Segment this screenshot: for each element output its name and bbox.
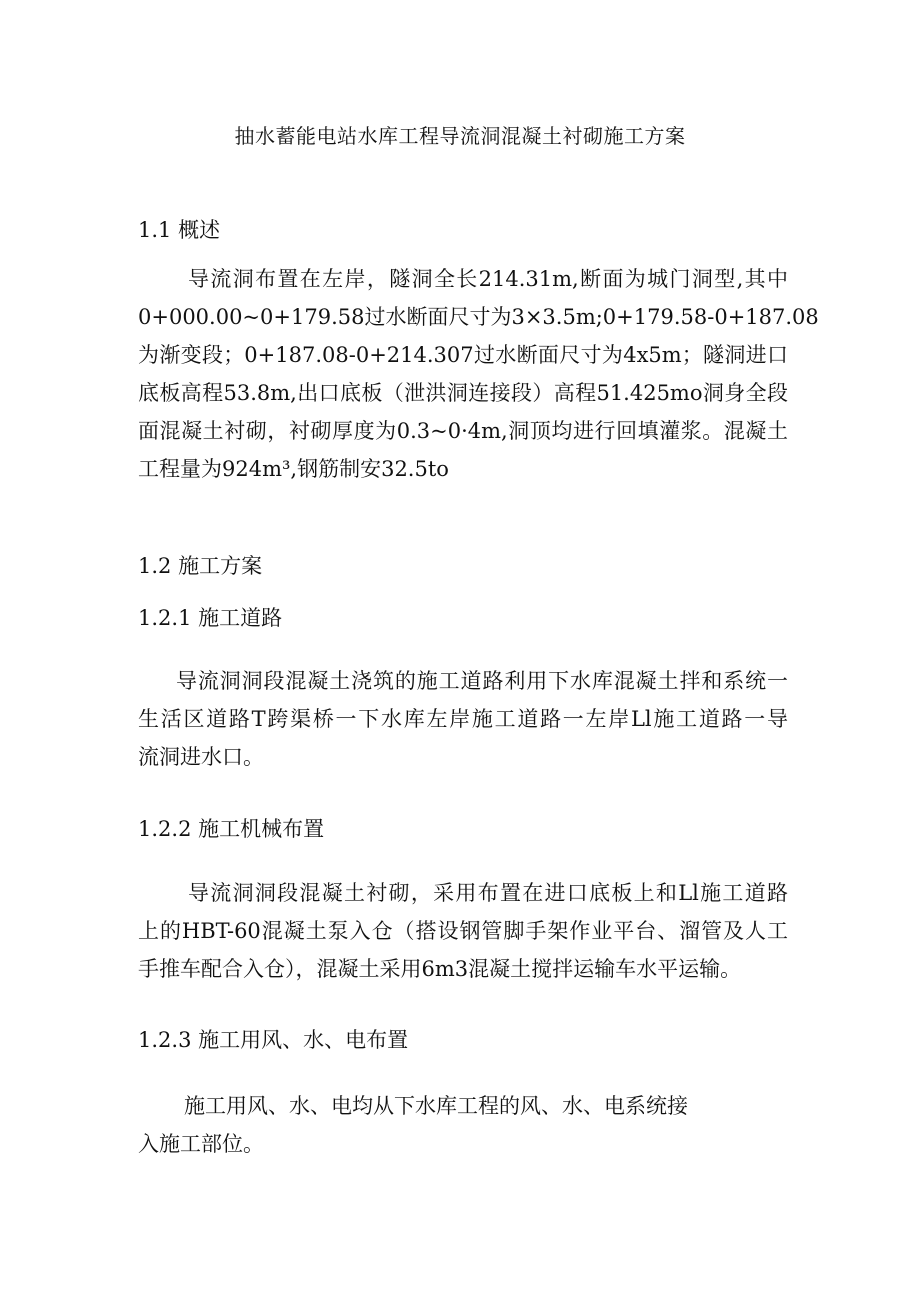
section-1-1-paragraph [138,260,819,488]
paragraph-line: 手推车配合入仓），混凝土采用6m3混凝土搅拌运输车水平运输。 [138,957,742,981]
paragraph-line: 为渐变段；0+187.08-0+214.307过水断面尺寸为4x5m；隧洞进口 [138,343,788,367]
paragraph-line: 底板高程53.8m,出口底板（泄洪洞连接段）高程51.425mo洞身全段 [138,381,788,405]
section-heading-1-2-3: 1.2.3 施工用风、水、电布置 [138,1028,409,1052]
paragraph-line: 0+000.00~0+179.58过水断面尺寸为3×3.5m;0+179.58-0+187.08 [138,305,819,329]
paragraph-line: 工程量为924m³,钢筋制安32.5to [138,457,449,481]
section-1-2-2-paragraph [138,874,788,988]
section-heading-1-1: 1.1 概述 [138,218,221,242]
section-heading-1-2-1: 1.2.1 施工道路 [138,606,283,630]
paragraph-line: 施工用风、水、电均从下水库工程的风、水、电系统接 [184,1094,688,1118]
paragraph-line: 生活区道路T跨渠桥一下水库左岸施工道路一左岸Ll施工道路一导 [138,707,788,731]
paragraph-line: 导流洞布置在左岸，隧洞全长214.31m,断面为城门洞型,其中 [188,267,788,291]
document-title: 抽水蓄能电站水库工程导流洞混凝土衬砌施工方案 [234,124,686,148]
paragraph-line: 导流洞洞段混凝土衬砌，采用布置在进口底板上和Ll施工道路 [188,881,788,905]
paragraph-line: 入施工部位。 [138,1132,264,1156]
paragraph-line: 面混凝土衬砌，衬砌厚度为0.3~0·4m,洞顶均进行回填灌浆。混凝土 [138,419,788,443]
paragraph-line: 流洞进水口。 [138,745,264,769]
paragraph-line: 导流洞洞段混凝土浇筑的施工道路利用下水库混凝土拌和系统一 [176,669,788,693]
section-1-2-1-paragraph [138,662,788,776]
paragraph-line: 上的HBT-60混凝土泵入仓（搭设钢管脚手架作业平台、溜管及人工 [138,919,788,943]
section-heading-1-2: 1.2 施工方案 [138,554,263,578]
section-heading-1-2-2: 1.2.2 施工机械布置 [138,817,325,841]
section-1-2-3-paragraph [138,1087,788,1163]
